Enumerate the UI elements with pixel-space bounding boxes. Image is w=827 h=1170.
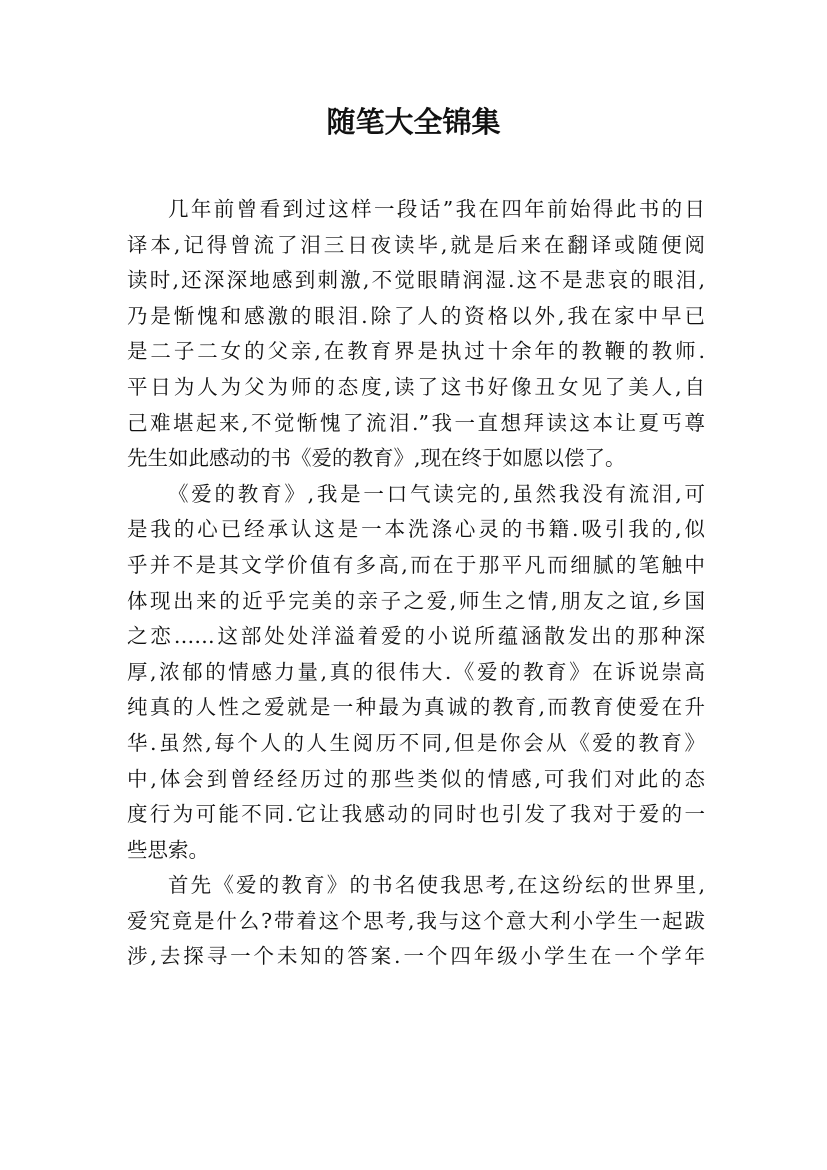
text-line: 乃是惭愧和感激的眼泪.除了人的资格以外,我在家中早已	[127, 303, 705, 328]
document-body	[127, 192, 705, 975]
text-line: 是我的心已经承认这是一本洗涤心灵的书籍.吸引我的,似	[127, 517, 705, 542]
document-title: 随笔大全锦集	[326, 105, 501, 139]
text-line: 厚,浓郁的情感力量,真的很伟大.《爱的教育》在诉说崇高	[127, 659, 705, 684]
text-line: 乎并不是其文学价值有多高,而在于那平凡而细腻的笔触中	[127, 552, 705, 577]
paragraph-1	[127, 192, 705, 477]
text-line: 涉,去探寻一个未知的答案.一个四年级小学生在一个学年	[127, 944, 705, 969]
text-line: 纯真的人性之爱就是一种最为真诚的教育,而教育使爱在升	[127, 695, 705, 720]
text-line: 度行为可能不同.它让我感动的同时也引发了我对于爱的一	[127, 802, 705, 827]
text-line: 爱究竟是什么?带着这个思考,我与这个意大利小学生一起跋	[127, 908, 705, 933]
text-line: 己难堪起来,不觉惭愧了流泪.”我一直想拜读这本让夏丐尊	[127, 410, 705, 435]
text-line: 译本,记得曾流了泪三日夜读毕,就是后来在翻译或随便阅	[127, 232, 705, 257]
paragraph-2	[127, 477, 705, 869]
text-line: 些思索。	[127, 837, 209, 862]
text-line: 华.虽然,每个人的人生阅历不同,但是你会从《爱的教育》	[127, 730, 705, 755]
text-line: 中,体会到曾经经历过的那些类似的情感,可我们对此的态	[127, 766, 705, 791]
text-line: 是二子二女的父亲,在教育界是执过十余年的教鞭的教师.	[127, 339, 705, 364]
text-line: 首先《爱的教育》的书名使我思考,在这纷纭的世界里,	[168, 873, 705, 898]
text-line: 体现出来的近乎完美的亲子之爱,师生之情,朋友之谊,乡国	[127, 588, 705, 613]
text-line: 读时,还深深地感到刺激,不觉眼睛润湿.这不是悲哀的眼泪,	[127, 268, 705, 293]
paragraph-3	[127, 868, 705, 975]
text-line: 几年前曾看到过这样一段话”我在四年前始得此书的日	[168, 197, 705, 221]
text-line: 《爱的教育》,我是一口气读完的,虽然我没有流泪,可	[168, 481, 705, 506]
text-line: 先生如此感动的书《爱的教育》,现在终于如愿以偿了。	[127, 446, 626, 471]
text-line: 平日为人为父为师的态度,读了这书好像丑女见了美人,自	[127, 374, 705, 399]
text-line: 之恋……这部处处洋溢着爱的小说所蕴涵散发出的那种深	[127, 624, 705, 649]
